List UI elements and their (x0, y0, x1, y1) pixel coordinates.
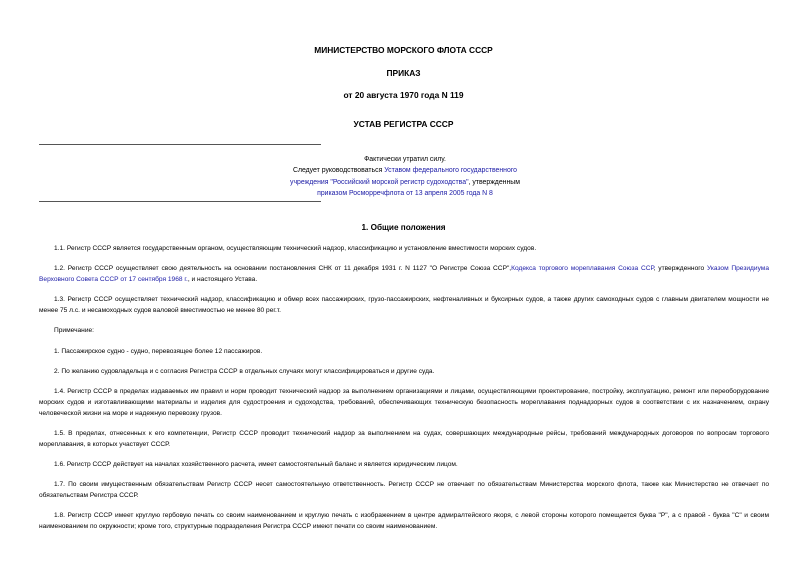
paragraph-1-2 (39, 263, 769, 285)
order-link[interactable]: приказом Росморречфлота от 13 апреля 2005 года N 8 (317, 189, 493, 197)
section-title: 1. Общие положения (361, 223, 446, 232)
presidium-decree-link[interactable]: Указом Президиума Верховного Совета СССР от 17 сентября 1968 г. (39, 265, 769, 283)
paragraph-1-3: 1.3. Регистр СССР осуществляет технический надзор, классификацию и обмер всех пассажирских, грузо-пассажирских, нефтеналивных и буксирных судов, а также других самоходных судов с главным двигателем мощности не менее 75 л.с. и несамоходных судов валовой вместимостью не менее 80 рег.т. (39, 296, 769, 314)
paragraph-1-2-text-c: , и настоящего Устава. (187, 276, 258, 283)
note-item-1: 1. Пассажирское судно - судно, перевозящее более 12 пассажиров. (54, 348, 263, 355)
note-label: Примечание: (54, 327, 94, 334)
paragraph-1-2-text-a: 1.2. Регистр СССР осуществляет свою деятельность на основании постановления СНК от 11 декабря 1931 г. N 1127 "О Регистре Союза ССР", (54, 265, 512, 272)
paragraph-1-2-text-b: , утвержденного (653, 265, 707, 272)
paragraph-1-5: 1.5. В пределах, отнесенных к его компетенции, Регистр СССР проводит технический надзор за выполнением на судах, совершающих международные рейсы, требований международных договоров по вопросам торгового мореплавания, в которых участвует СССР. (39, 430, 769, 448)
paragraph-1-4: 1.4. Регистр СССР в пределах издаваемых им правил и норм проводит технический надзор за выполнением организациями и лицами, осуществляющими проектирование, постройку, эксплуатацию, ремонт или переоборудование морских судов и изготавливающими материалы и изделия для судостроения и судоходства, требований, обеспечивающих техническую безопасность мореплавания поднадзорных судов в соответствии с их назначением, охрану человеческой жизни на море и надежную перевозку грузов. (39, 388, 769, 417)
status-note-prefix: Следует руководствоваться (292, 167, 385, 175)
top-divider (39, 144, 321, 145)
bottom-divider (39, 201, 321, 202)
paragraph-1-8: 1.8. Регистр СССР имеет круглую гербовую печать со своим наименованием и круглую печать с изображением в центре адмиралтейского якоря, с левой стороны которого помещается буква "Р", а с правой - буква "С" и своим наименованием по окружности; кроме того, структурные подразделения Регистра СССР имеют печати со своим наименованием. (39, 512, 769, 530)
charter-link-cont[interactable]: учреждения "Российский морской регистр судоходства" (290, 178, 469, 186)
document-title: УСТАВ РЕГИСТРА СССР (353, 119, 454, 129)
maritime-code-link[interactable]: Кодекса торгового мореплавания Союза ССР (511, 265, 654, 272)
status-note-suffix: , утвержденным (468, 178, 520, 186)
status-note-line3 (250, 177, 560, 188)
date-line: от 20 августа 1970 года N 119 (343, 90, 464, 100)
charter-link[interactable]: Уставом федерального государственного (384, 167, 518, 175)
status-note-line4 (250, 188, 560, 199)
paragraph-1-1: 1.1. Регистр СССР является государственным органом, осуществляющим технический надзор, классификацию и установление вместимости морских судов. (54, 245, 537, 252)
paragraph-1-7: 1.7. По своим имущественным обязательствам Регистр СССР несет самостоятельную ответственность. Регистр СССР не отвечает по обязательствам Министерства морского флота, также как Министерство не отвечает по обязательствам Регистра СССР. (39, 481, 769, 499)
status-note-line1: Фактически утратил силу. (364, 156, 446, 163)
note-item-2: 2. По желанию судовладельца и с согласия Регистра СССР в отдельных случаях могут классифицироваться и другие суда. (54, 368, 435, 375)
paragraph-1-6: 1.6. Регистр СССР действует на началах хозяйственного расчета, имеет самостоятельный баланс и является юридическим лицом. (54, 461, 458, 468)
status-note (250, 154, 560, 199)
doc-type-heading: ПРИКАЗ (386, 68, 421, 78)
status-note-line2 (250, 165, 560, 176)
ministry-heading: МИНИСТЕРСТВО МОРСКОГО ФЛОТА СССР (314, 45, 493, 55)
